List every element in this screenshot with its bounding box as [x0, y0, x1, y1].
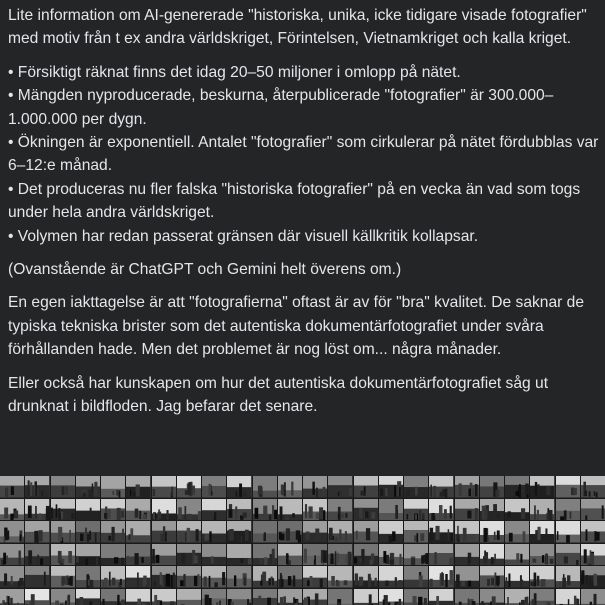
collage-thumbnail[interactable]: [581, 544, 605, 566]
collage-thumbnail[interactable]: [581, 476, 605, 498]
collage-thumbnail[interactable]: [581, 499, 605, 521]
collage-thumbnail[interactable]: [0, 476, 24, 498]
collage-thumbnail[interactable]: [303, 589, 327, 605]
collage-thumbnail[interactable]: [177, 566, 201, 588]
collage-thumbnail[interactable]: [177, 499, 201, 521]
collage-thumbnail[interactable]: [429, 589, 453, 605]
collage-thumbnail[interactable]: [25, 499, 49, 521]
collage-thumbnail[interactable]: [480, 566, 504, 588]
collage-thumbnail[interactable]: [25, 544, 49, 566]
collage-thumbnail[interactable]: [480, 544, 504, 566]
collage-thumbnail[interactable]: [76, 544, 100, 566]
collage-thumbnail[interactable]: [303, 566, 327, 588]
collage-thumbnail[interactable]: [51, 566, 75, 588]
collage-thumbnail[interactable]: [253, 566, 277, 588]
collage-thumbnail[interactable]: [404, 544, 428, 566]
collage-thumbnail[interactable]: [253, 544, 277, 566]
collage-thumbnail[interactable]: [227, 476, 251, 498]
collage-thumbnail[interactable]: [303, 476, 327, 498]
collage-thumbnail[interactable]: [51, 499, 75, 521]
collage-thumbnail[interactable]: [505, 544, 529, 566]
collage-thumbnail[interactable]: [455, 566, 479, 588]
collage-thumbnail[interactable]: [429, 544, 453, 566]
collage-thumbnail[interactable]: [51, 589, 75, 605]
collage-thumbnail[interactable]: [429, 521, 453, 543]
collage-thumbnail[interactable]: [152, 499, 176, 521]
collage-thumbnail[interactable]: [480, 521, 504, 543]
fact-list: [8, 61, 602, 248]
collage-thumbnail[interactable]: [455, 476, 479, 498]
collage-thumbnail[interactable]: [303, 544, 327, 566]
collage-thumbnail[interactable]: [126, 589, 150, 605]
collage-thumbnail[interactable]: [253, 499, 277, 521]
collage-thumbnail[interactable]: [556, 589, 580, 605]
collage-thumbnail[interactable]: [404, 476, 428, 498]
collage-thumbnail[interactable]: [25, 589, 49, 605]
collage-thumbnail[interactable]: [556, 566, 580, 588]
collage-thumbnail[interactable]: [379, 476, 403, 498]
collage-thumbnail[interactable]: [253, 476, 277, 498]
collage-thumbnail[interactable]: [530, 499, 554, 521]
collage-thumbnail[interactable]: [404, 499, 428, 521]
collage-thumbnail[interactable]: [0, 499, 24, 521]
photo-collage[interactable]: [0, 476, 605, 605]
collage-thumbnail[interactable]: [278, 499, 302, 521]
collage-thumbnail[interactable]: [303, 521, 327, 543]
collage-thumbnail[interactable]: [530, 566, 554, 588]
collage-thumbnail[interactable]: [126, 544, 150, 566]
collage-thumbnail[interactable]: [581, 566, 605, 588]
collage-thumbnail[interactable]: [152, 589, 176, 605]
collage-thumbnail[interactable]: [177, 521, 201, 543]
collage-thumbnail[interactable]: [556, 521, 580, 543]
collage-thumbnail[interactable]: [253, 589, 277, 605]
collage-thumbnail[interactable]: [177, 476, 201, 498]
collage-thumbnail[interactable]: [76, 499, 100, 521]
collage-thumbnail[interactable]: [328, 544, 352, 566]
collage-thumbnail[interactable]: [152, 521, 176, 543]
collage-thumbnail[interactable]: [227, 566, 251, 588]
fact-item: • Det produceras nu fler falska "historiska fotografier" på en vecka än vad som togs under hela andra världskriget.: [8, 180, 581, 222]
fact-item: • Försiktigt räknat finns det idag 20–50 miljoner i omlopp på nätet.: [8, 63, 461, 81]
collage-thumbnail[interactable]: [505, 589, 529, 605]
collage-thumbnail[interactable]: [530, 544, 554, 566]
collage-thumbnail[interactable]: [76, 589, 100, 605]
fact-item: • Ökningen är exponentiell. Antalet "fotografier" som cirkulerar på nätet fördubblas var 6–12:e månad.: [8, 134, 599, 175]
collage-thumbnail[interactable]: [379, 589, 403, 605]
post-conclusion: Eller också har kunskapen om hur det autentiska dokumentärfotografiet såg ut drunknat i bildfloden. Jag befarar det senare.: [8, 374, 549, 416]
collage-thumbnail[interactable]: [379, 499, 403, 521]
collage-thumbnail[interactable]: [530, 521, 554, 543]
collage-thumbnail[interactable]: [278, 589, 302, 605]
collage-thumbnail[interactable]: [303, 499, 327, 521]
collage-thumbnail[interactable]: [404, 521, 428, 543]
post-aside: (Ovanstående är ChatGPT och Gemini helt överens om.): [8, 261, 402, 279]
collage-thumbnail[interactable]: [278, 544, 302, 566]
collage-thumbnail[interactable]: [202, 476, 226, 498]
collage-thumbnail[interactable]: [354, 589, 378, 605]
collage-thumbnail[interactable]: [278, 476, 302, 498]
collage-thumbnail[interactable]: [152, 566, 176, 588]
collage-thumbnail[interactable]: [0, 589, 24, 605]
collage-thumbnail[interactable]: [278, 566, 302, 588]
collage-thumbnail[interactable]: [126, 521, 150, 543]
collage-thumbnail[interactable]: [0, 521, 24, 543]
collage-thumbnail[interactable]: [556, 476, 580, 498]
collage-thumbnail[interactable]: [328, 566, 352, 588]
collage-thumbnail[interactable]: [480, 499, 504, 521]
collage-thumbnail[interactable]: [76, 521, 100, 543]
collage-thumbnail[interactable]: [429, 476, 453, 498]
collage-thumbnail[interactable]: [202, 589, 226, 605]
collage-thumbnail[interactable]: [328, 521, 352, 543]
collage-thumbnail[interactable]: [101, 589, 125, 605]
collage-thumbnail[interactable]: [0, 544, 24, 566]
collage-thumbnail[interactable]: [0, 566, 24, 588]
collage-thumbnail[interactable]: [379, 521, 403, 543]
collage-thumbnail[interactable]: [126, 476, 150, 498]
collage-thumbnail[interactable]: [379, 544, 403, 566]
collage-thumbnail[interactable]: [556, 544, 580, 566]
collage-thumbnail[interactable]: [202, 566, 226, 588]
collage-thumbnail[interactable]: [177, 589, 201, 605]
collage-thumbnail[interactable]: [101, 544, 125, 566]
collage-thumbnail[interactable]: [480, 476, 504, 498]
collage-thumbnail[interactable]: [354, 544, 378, 566]
collage-thumbnail[interactable]: [354, 499, 378, 521]
collage-thumbnail[interactable]: [581, 589, 605, 605]
collage-thumbnail[interactable]: [455, 499, 479, 521]
collage-thumbnail[interactable]: [76, 476, 100, 498]
collage-thumbnail[interactable]: [101, 521, 125, 543]
collage-thumbnail[interactable]: [581, 521, 605, 543]
collage-thumbnail[interactable]: [101, 499, 125, 521]
post-observation: En egen iakttagelse är att "fotografierna" oftast är av för "bra" kvalitet. De saknar de typiska tekniska brister som det autentiska dokumentärfotografiet under svåra förhållanden hade. Men det problemet är nog löst om... några månader.: [8, 294, 585, 359]
collage-thumbnail[interactable]: [101, 566, 125, 588]
collage-thumbnail[interactable]: [328, 499, 352, 521]
collage-thumbnail[interactable]: [76, 566, 100, 588]
collage-thumbnail[interactable]: [480, 589, 504, 605]
collage-thumbnail[interactable]: [429, 499, 453, 521]
collage-thumbnail[interactable]: [404, 589, 428, 605]
collage-thumbnail[interactable]: [101, 476, 125, 498]
collage-thumbnail[interactable]: [25, 476, 49, 498]
collage-thumbnail[interactable]: [455, 544, 479, 566]
collage-thumbnail[interactable]: [25, 566, 49, 588]
post-body: [8, 4, 602, 429]
post-intro: Lite information om AI-genererade "historiska, unika, icke tidigare visade fotografier" med motiv från t ex andra världskriget, Förintelsen, Vietnamkriget och kalla kriget.: [8, 7, 587, 48]
collage-thumbnail[interactable]: [51, 521, 75, 543]
collage-thumbnail[interactable]: [455, 521, 479, 543]
collage-thumbnail[interactable]: [25, 521, 49, 543]
collage-thumbnail[interactable]: [177, 544, 201, 566]
collage-thumbnail[interactable]: [328, 589, 352, 605]
collage-thumbnail[interactable]: [227, 589, 251, 605]
collage-thumbnail[interactable]: [227, 499, 251, 521]
collage-thumbnail[interactable]: [328, 476, 352, 498]
collage-thumbnail[interactable]: [505, 566, 529, 588]
collage-thumbnail[interactable]: [51, 544, 75, 566]
collage-thumbnail[interactable]: [227, 544, 251, 566]
collage-thumbnail[interactable]: [253, 521, 277, 543]
collage-thumbnail[interactable]: [379, 566, 403, 588]
collage-thumbnail[interactable]: [429, 566, 453, 588]
collage-thumbnail[interactable]: [530, 476, 554, 498]
fact-item: • Mängden nyproducerade, beskurna, återpublicerade "fotografier" är 300.000–1.000.000 per dygn.: [8, 87, 554, 128]
collage-thumbnail[interactable]: [354, 566, 378, 588]
collage-thumbnail[interactable]: [354, 476, 378, 498]
collage-thumbnail[interactable]: [202, 521, 226, 543]
collage-thumbnail[interactable]: [404, 566, 428, 588]
collage-thumbnail[interactable]: [354, 521, 378, 543]
collage-thumbnail[interactable]: [202, 499, 226, 521]
collage-thumbnail[interactable]: [126, 499, 150, 521]
collage-thumbnail[interactable]: [505, 499, 529, 521]
collage-thumbnail[interactable]: [152, 476, 176, 498]
collage-thumbnail[interactable]: [455, 589, 479, 605]
collage-thumbnail[interactable]: [51, 476, 75, 498]
collage-thumbnail[interactable]: [227, 521, 251, 543]
collage-thumbnail[interactable]: [278, 521, 302, 543]
collage-thumbnail[interactable]: [126, 566, 150, 588]
fact-item: • Volymen har redan passerat gränsen där visuell källkritik kollapsar.: [8, 227, 479, 245]
collage-thumbnail[interactable]: [505, 521, 529, 543]
collage-thumbnail[interactable]: [530, 589, 554, 605]
collage-thumbnail[interactable]: [152, 544, 176, 566]
collage-thumbnail[interactable]: [556, 499, 580, 521]
collage-thumbnail[interactable]: [505, 476, 529, 498]
collage-thumbnail[interactable]: [202, 544, 226, 566]
